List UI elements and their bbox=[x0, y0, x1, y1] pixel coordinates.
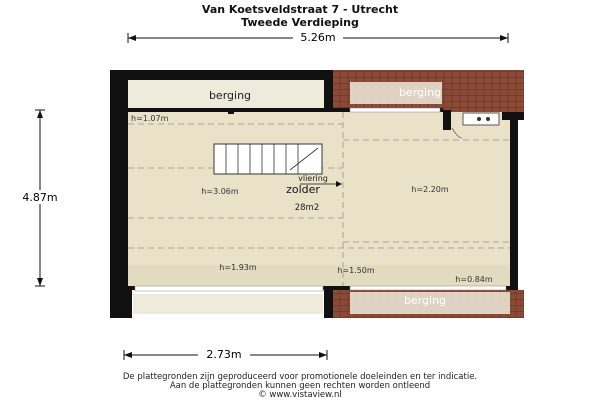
height-mark-3: h=2.20m bbox=[411, 185, 449, 194]
dimension-width-top-label: 5.26m bbox=[300, 31, 336, 44]
dimension-left bbox=[14, 110, 66, 286]
height-mark-5: h=1.50m bbox=[337, 266, 375, 275]
plan-title: Van Koetsveldstraat 7 - Utrecht bbox=[201, 3, 399, 16]
window-bottom-right bbox=[350, 286, 506, 290]
height-mark-4: h=1.93m bbox=[219, 263, 257, 272]
dimension-top bbox=[128, 30, 508, 44]
vliering-label: vliering bbox=[298, 174, 328, 183]
window-top-right bbox=[350, 108, 440, 112]
zolder-area-label: 28m2 bbox=[294, 203, 320, 213]
zolder-floor bbox=[128, 112, 518, 286]
door-jamb bbox=[228, 108, 234, 114]
berging-top-right-label: berging bbox=[398, 86, 442, 99]
disclaimer-line-2: Aan de plattegronden kunnen geen rechten worden ontleend bbox=[169, 381, 431, 391]
zolder-label: zolder bbox=[286, 183, 320, 196]
height-mark-1: h=1.07m bbox=[131, 114, 169, 123]
height-mark-6: h=0.84m bbox=[455, 275, 493, 284]
disclaimer-line-1: De plattegronden zijn geproduceerd voor promotionele doeleinden en ter indicatie. bbox=[122, 372, 478, 382]
staircase bbox=[214, 144, 322, 174]
height-mark-2: h=3.06m bbox=[201, 187, 239, 196]
dimension-height-left-label: 4.87m bbox=[22, 191, 58, 204]
berging-bottom-right-label: berging bbox=[403, 294, 447, 307]
copyright-line: © www.vistaview.nl bbox=[258, 390, 342, 400]
berging-bottom-left-floor bbox=[133, 294, 323, 314]
berging-top-left-label: berging bbox=[208, 89, 252, 102]
dimension-bottom bbox=[124, 347, 327, 361]
dimension-width-bottom-label: 2.73m bbox=[206, 348, 242, 361]
window-bottom-left bbox=[135, 286, 323, 291]
plan-subtitle: Tweede Verdieping bbox=[241, 16, 359, 29]
